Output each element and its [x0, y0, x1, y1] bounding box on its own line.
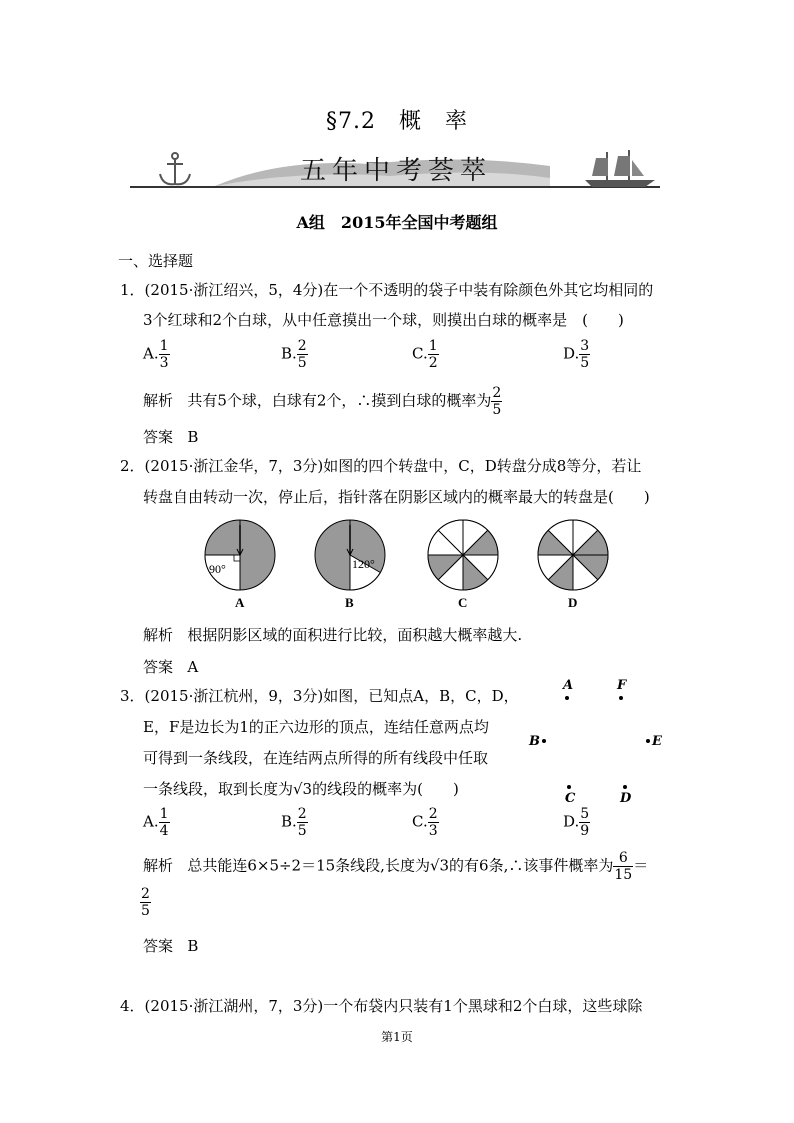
- group-heading: A组 2015年全国中考题组: [296, 213, 498, 232]
- q3-option-d: D. $\frac{5}{9}$: [563, 806, 590, 839]
- q3-analysis: 解析 总共能连6×5÷2＝15条线段,长度为√3的有6条,∴该事件概率为 $\frac{6}{15}$ ＝: [143, 850, 649, 883]
- q1-option-a: A. $\frac{1}{3}$: [143, 338, 169, 371]
- q1-option-c: C. $\frac{1}{2}$: [412, 338, 438, 371]
- q2-line2: 转盘自由转动一次，停止后，指针落在阴影区域内的概率最大的转盘是( ): [143, 488, 650, 506]
- point-a: [565, 696, 569, 700]
- wheel-c-label: C: [458, 595, 468, 610]
- q3-analysis-result: $\frac{2}{5}$: [141, 886, 150, 919]
- wheel-a: [205, 520, 275, 590]
- wheel-b-label: B: [345, 595, 354, 610]
- q3-option-b: B. $\frac{2}{5}$: [281, 806, 307, 839]
- q2-wheels-figure: [195, 515, 625, 615]
- q3-line1: 3．(2015·浙江杭州，9，3分)如图，已知点A，B，C，D，: [120, 687, 519, 705]
- wheel-b: [315, 520, 385, 590]
- banner-title: 五年中考荟萃: [300, 156, 493, 186]
- wheel-d-label: D: [568, 595, 578, 610]
- point-c-label: C: [565, 791, 576, 806]
- point-d-label: D: [620, 791, 632, 806]
- wheel-a-angle: 90°: [209, 562, 226, 576]
- q2-line1: 2．(2015·浙江金华，7，3分)如图的四个转盘中，C，D转盘分成8等分，若让: [120, 457, 642, 475]
- point-f-label: F: [617, 678, 627, 693]
- wheel-b-angle: 120°: [352, 557, 375, 571]
- point-b: [542, 739, 546, 743]
- q3-option-c: C. $\frac{2}{3}$: [412, 806, 438, 839]
- q3-line4: 一条线段，取到长度为√3的线段的概率为( ): [143, 780, 459, 798]
- q3-answer: 答案 B: [143, 937, 199, 955]
- q4-line1: 4．(2015·浙江湖州，7，3分)一个布袋内只装有1个黑球和2个白球，这些球除: [120, 997, 643, 1015]
- q1-line2: 3个红球和2个白球，从中任意摸出一个球，则摸出白球的概率是 ( ): [143, 311, 624, 329]
- point-a-label: A: [563, 678, 574, 693]
- q1-answer: 答案 B: [143, 428, 199, 446]
- q3-line2: E，F是边长为1的正六边形的顶点，连结任意两点均: [143, 718, 489, 736]
- q3-option-a: A. $\frac{1}{4}$: [143, 806, 169, 839]
- ship-icon: [585, 150, 655, 187]
- point-e-label: E: [652, 734, 662, 749]
- q1-analysis: 解析 共有5个球，白球有2个，∴摸到白球的概率为 $\frac{2}{5}$: [143, 385, 502, 418]
- point-f: [619, 696, 623, 700]
- wheel-d: [538, 520, 608, 590]
- point-b-label: B: [529, 734, 540, 749]
- point-e: [646, 739, 650, 743]
- wheel-a-label: A: [235, 595, 245, 610]
- section-heading: 一、选择题: [118, 252, 194, 270]
- point-c: [567, 785, 571, 789]
- q1-option-b: B. $\frac{2}{5}$: [281, 338, 307, 371]
- q2-answer: 答案 A: [143, 658, 199, 676]
- wheel-c: [428, 520, 498, 590]
- page-number: 第1页: [381, 1030, 413, 1044]
- q1-option-d: D. $\frac{3}{5}$: [563, 338, 590, 371]
- q1-line1: 1．(2015·浙江绍兴，5，4分)在一个不透明的袋子中装有除颜色外其它均相同的: [120, 281, 654, 299]
- q3-line3: 可得到一条线段，在连结两点所得的所有线段中任取: [143, 749, 489, 767]
- page-title: §7.2 概 率: [326, 109, 468, 134]
- q2-analysis: 解析 根据阴影区域的面积进行比较，面积越大概率越大.: [143, 626, 523, 644]
- point-d: [623, 785, 627, 789]
- anchor-icon: [160, 153, 190, 184]
